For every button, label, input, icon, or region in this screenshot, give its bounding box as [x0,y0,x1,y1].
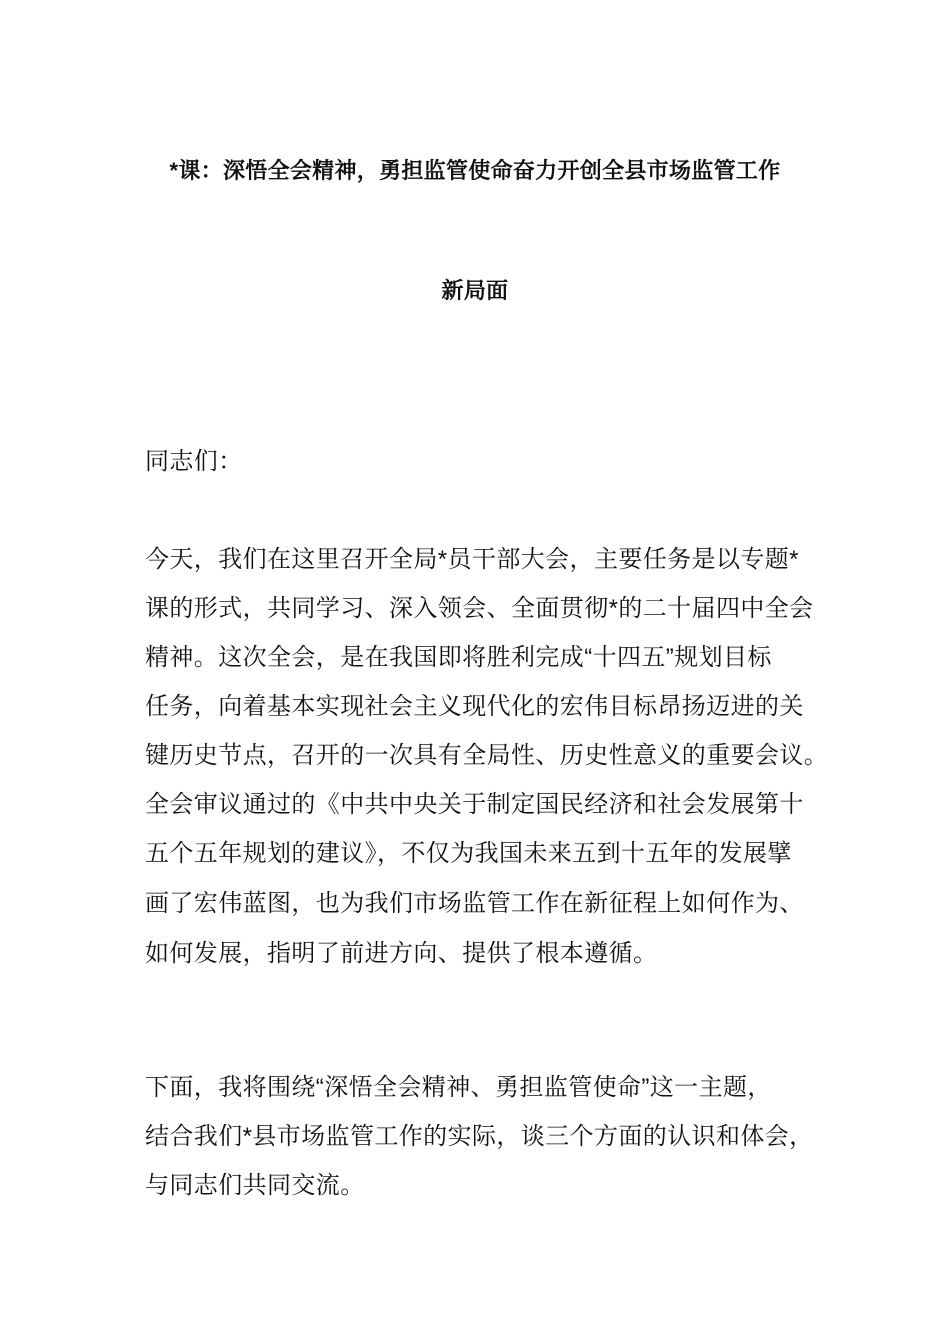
document-title-line-1: *课：深悟全会精神，勇担监管使命奋力开创全县市场监管工作 [169,158,781,183]
greeting: 同志们： [145,448,243,475]
paragraph-line: 画了宏伟蓝图，也为我们市场监管工作在新征程上如何作为、 [145,890,804,917]
paragraph-line: 下面，我将围绕“深悟全会精神、勇担监管使命”这一主题， [145,1074,772,1101]
paragraph-line: 五个五年规划的建议》，不仅为我国未来五到十五年的发展擘 [145,840,792,867]
paragraph-line: 键历史节点，召开的一次具有全局性、历史性意义的重要会议。 [145,742,829,769]
document-title-line-2: 新局面 [441,278,509,303]
paragraph-line: 精神。这次全会，是在我国即将胜利完成“十四五”规划目标 [145,644,772,671]
paragraph-line: 任务，向着基本实现社会主义现代化的宏伟目标昂扬迈进的关 [145,693,804,720]
paragraph-line: 全会审议通过的《中共中央关于制定国民经济和社会发展第十 [145,791,804,818]
paragraph-line: 如何发展，指明了前进方向、提供了根本遵循。 [145,940,658,967]
paragraph-line: 课的形式，共同学习、深入领会、全面贯彻*的二十届四中全会 [145,595,814,622]
paragraph-line: 今天，我们在这里召开全局*员干部大会，主要任务是以专题* [145,546,799,573]
paragraph-line: 与同志们共同交流。 [145,1172,365,1199]
paragraph-line: 结合我们*县市场监管工作的实际，谈三个方面的认识和体会， [145,1123,814,1150]
